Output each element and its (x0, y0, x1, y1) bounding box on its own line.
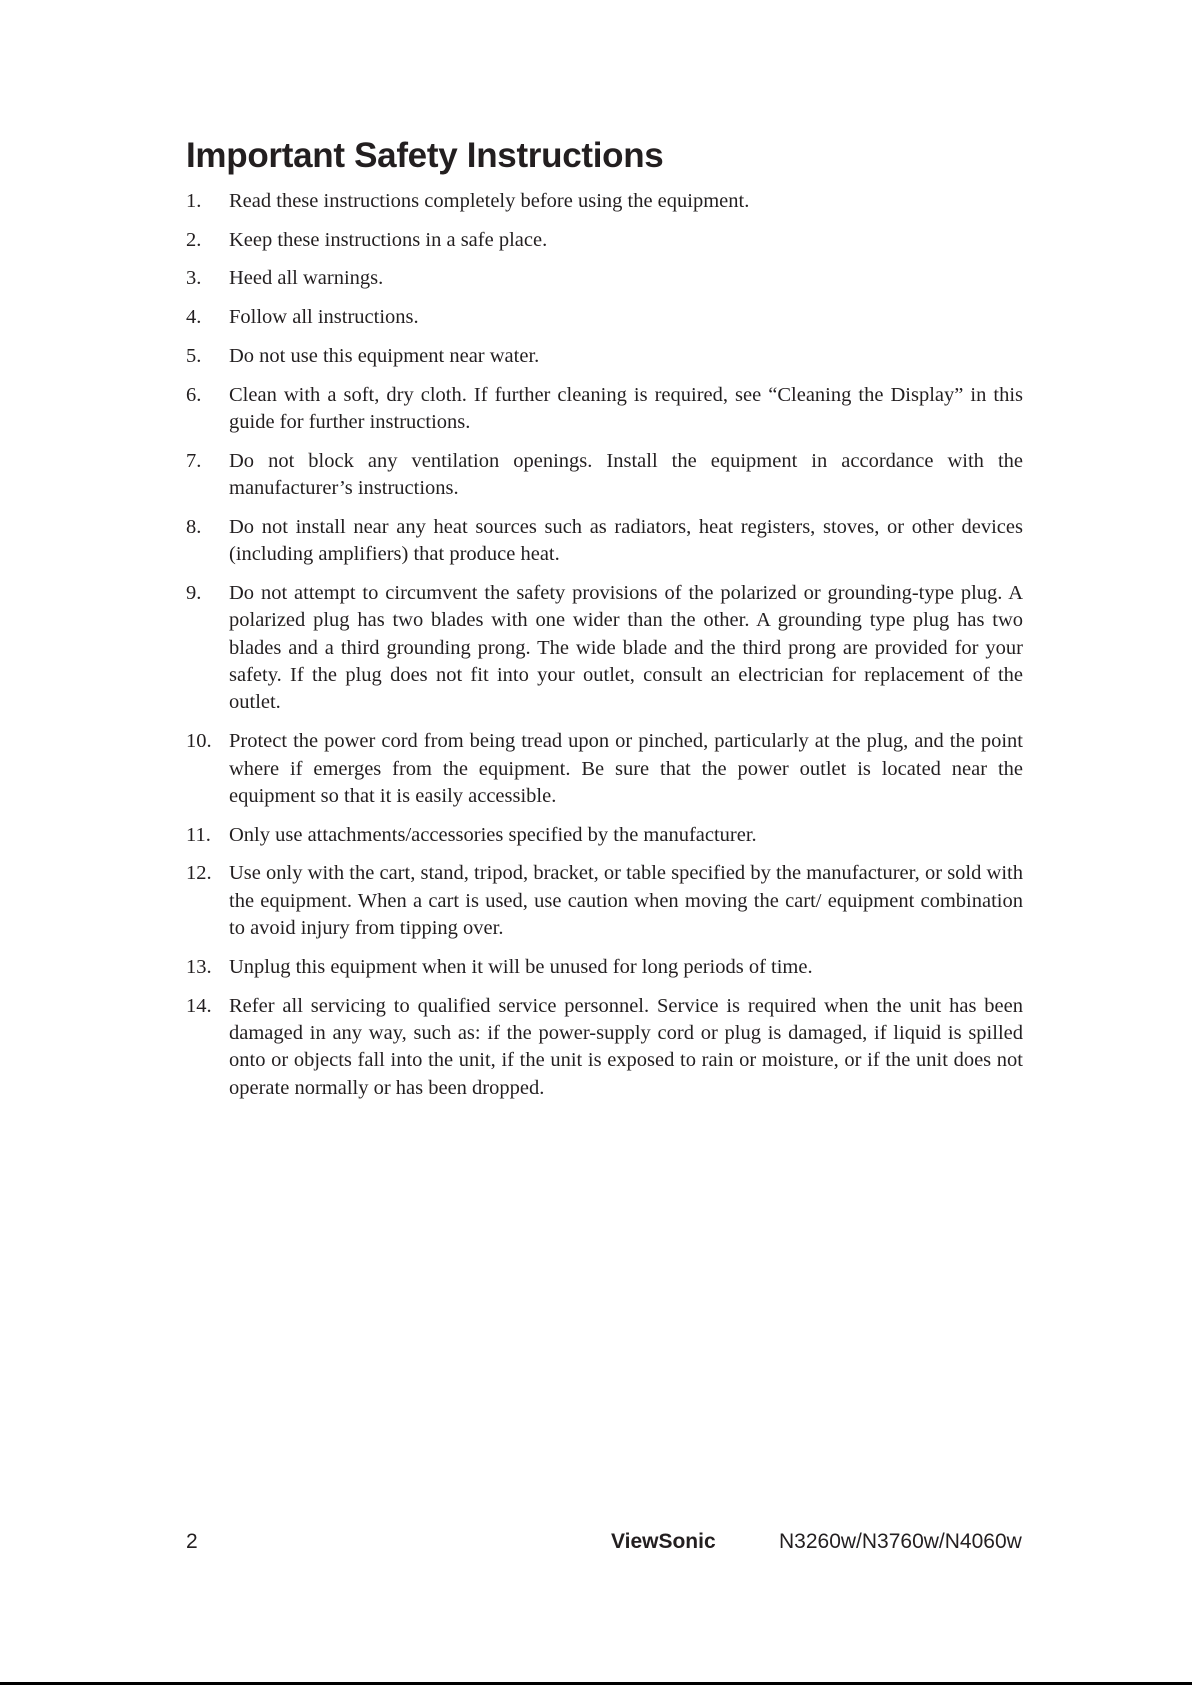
list-item (186, 343, 1023, 370)
item-number: 13. (186, 955, 212, 978)
list-item (186, 860, 1023, 942)
item-number: 11. (186, 823, 211, 846)
item-number: 10. (186, 730, 212, 753)
item-number: 1. (186, 190, 202, 212)
item-text: Do not attempt to circumvent the safety provisions of the polarized or grounding-type plug. A polarized plug has two blades with one wider than the other. A grounding type plug has two blades and a third grounding prong. The wide blade and the third prong are provided for your safety. If the plug does not fit into your outlet, consult an electrician for replacement of the outlet. (229, 581, 1023, 714)
item-number: 8. (186, 515, 202, 538)
list-item (186, 580, 1023, 717)
item-text: Keep these instructions in a safe place. (229, 228, 548, 251)
list-item (186, 822, 1023, 849)
item-text: Unplug this equipment when it will be unused for long periods of time. (229, 955, 813, 978)
item-number: 4. (186, 306, 202, 329)
item-text: Follow all instructions. (229, 306, 419, 329)
item-text: Do not block any ventilation openings. Install the equipment in accordance with the manufacturer’s instructions. (229, 449, 1023, 500)
item-text: Do not use this equipment near water. (229, 344, 540, 367)
item-text: Heed all warnings. (229, 267, 384, 290)
item-text: Refer all servicing to qualified service personnel. Service is required when the unit has been damaged in any way, such as: if the power-supply cord or plug is damaged, if liquid is spilled onto or objects fall into the unit, if the unit is exposed to rain or moisture, or if the unit does not operate normally or has been dropped. (229, 994, 1023, 1099)
item-text: Use only with the cart, stand, tripod, bracket, or table specified by the manufacturer, or sold with the equipment. When a cart is used, use caution when moving the cart/ equipment combination to avoid injury from tipping over. (229, 862, 1023, 940)
safety-instructions-list (186, 188, 1023, 1114)
brand-name: ViewSonic (611, 1530, 716, 1553)
list-item (186, 188, 1023, 215)
item-text: Clean with a soft, dry cloth. If further cleaning is required, see “Cleaning the Display” in this guide for further instructions. (229, 383, 1023, 433)
item-text: Do not install near any heat sources such as radiators, heat registers, stoves, or other devices (including amplifiers) that produce heat. (229, 515, 1023, 566)
item-number: 12. (186, 862, 212, 885)
list-item (186, 227, 1023, 254)
model-numbers: N3260w/N3760w/N4060w (779, 1530, 1022, 1553)
item-number: 2. (186, 228, 202, 251)
item-number: 14. (186, 994, 212, 1017)
list-item (186, 514, 1023, 569)
item-number: 3. (186, 267, 202, 290)
list-item (186, 448, 1023, 503)
list-item (186, 382, 1023, 437)
list-item (186, 954, 1023, 981)
item-number: 5. (186, 344, 202, 367)
list-item (186, 265, 1023, 292)
item-text: Only use attachments/accessories specified by the manufacturer. (229, 823, 757, 846)
page-number: 2 (186, 1530, 198, 1553)
item-text: Read these instructions completely before using the equipment. (229, 190, 750, 212)
page-title: Important Safety Instructions (186, 136, 664, 175)
item-number: 7. (186, 449, 202, 472)
list-item (186, 993, 1023, 1103)
item-number: 6. (186, 383, 202, 406)
list-item (186, 728, 1023, 810)
item-text: Protect the power cord from being tread upon or pinched, particularly at the plug, and the point where if emerges from the equipment. Be sure that the power outlet is located near the equipment so that it is easily accessible. (229, 730, 1023, 807)
item-number: 9. (186, 581, 202, 604)
list-item (186, 304, 1023, 331)
